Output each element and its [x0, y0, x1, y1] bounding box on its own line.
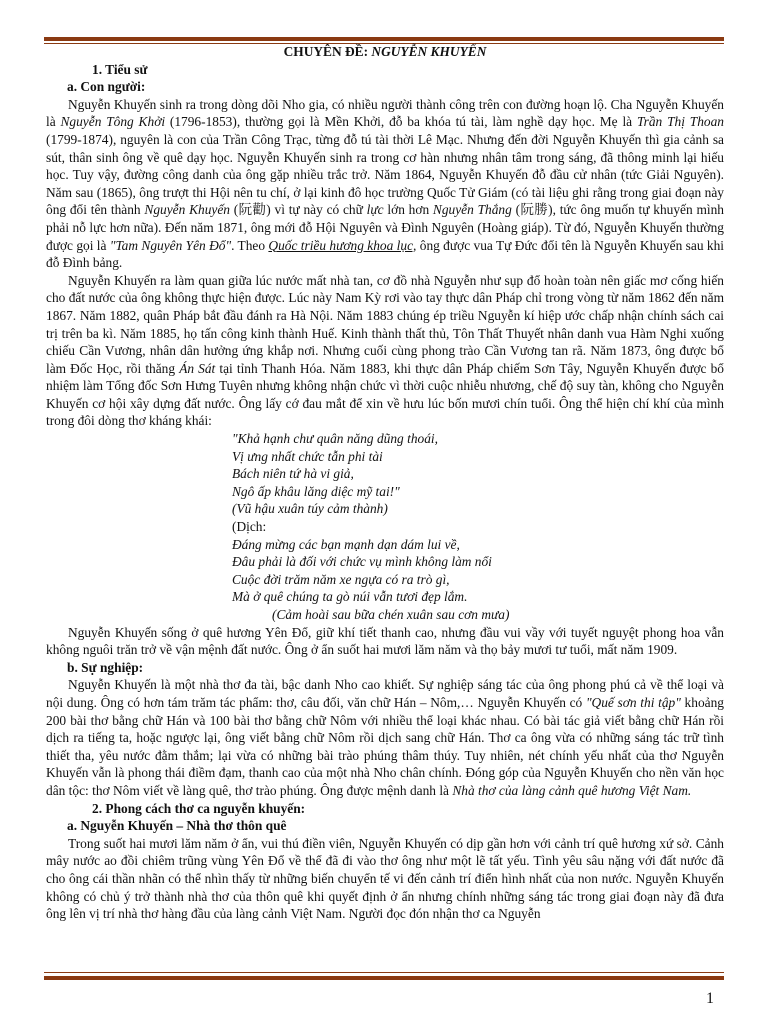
- bottom-border-thick: [44, 976, 724, 980]
- poem-line: Bách niên tứ hà vi giả,: [232, 466, 354, 482]
- translation-source: (Cảm hoài sau bữa chén xuân sau cơn mưa): [272, 607, 510, 622]
- translation-line: Mà ở quê chúng ta gò núi vẫn tươi đẹp lắm.: [232, 589, 468, 605]
- document-body: [46, 43, 724, 923]
- page-number: 1: [706, 990, 714, 1007]
- poem-line: Vị ưng nhất chức tẫn phi tài: [232, 448, 383, 464]
- paragraph-5: Trong suốt hai mươi lăm năm ở ẩn, vui thú điền viên, Nguyễn Khuyến có dịp gần hơn với cảnh trí quê hương xứ sở. Cảnh mây nước ao đồi chiêm trũng vùng Yên Đổ về thể đã đi vào thơ ông như một lẽ tất yếu. Tình yêu sâu nặng với đất nước đã cho ông cái thần nhãn có thể nhìn thấy từ những biến chuyển tế vi đến cảnh trí điển hình nhất của non nước. Nguyễn Khuyến không có chủ ý trở thành nhà thơ của thôn quê khi quyết định ở ẩn nhưng chính những sáng tác trong giai đoạn này đã đưa ông lên vị trí nhà thơ hàng đầu của làng cảnh Việt Nam. Người đọc đón nhận thơ ca Nguyễn: [46, 835, 724, 922]
- paragraph-1: Nguyễn Khuyến sinh ra trong dòng dõi Nho gia, có nhiều người thành công trên con đường hoạn lộ. Cha Nguyễn Khuyến là Nguyễn Tông Khởi (1796-1853), thường gọi là Mền Khởi, đỗ ba khóa tú tài, làm nghề dạy học. Mẹ là Trần Thị Thoan (1799-1874), nguyên là con của Trần Công Trạc, từng đỗ tú tài thời Lê Mạc. Nhưng đến đời Nguyễn Khuyến thì gia cảnh sa sút, thân sinh ông về quê dạy học. Nguyễn Khuyến sinh ra trong cơ hàn nhưng nhân tâm trong sáng, đã thông minh lại hiếu học. Tuy vậy, đường công danh của ông gặp nhiều trắc trở. Năm 1864, Nguyễn Khuyến đỗ đầu cử nhân (tức Giải Nguyên). Năm sau (1865), ông trượt thi Hội nên tu chí, ở lại kinh đô học trường Quốc Tử Giám (có tài liệu ghi rằng trong giai đoạn này ông đổi tên thành Nguyễn Khuyến (阮勸) vì tự này có chữ lực lớn hơn Nguyễn Thắng (阮勝), tức ông muốn tự khuyến mình phải nỗ lực hơn nữa). Đến năm 1871, ông mới đỗ Hội Nguyên và Đình Nguyên (Hoàng giáp). Từ đó, Nguyễn Khuyến thường được gọi là "Tam Nguyên Yên Đổ". Theo Quốc triều hương khoa lục, ông được vua Tự Đức đổi tên là Nguyễn Khuyến sau khi đỗ Đình bảng.: [46, 96, 724, 271]
- poem-line: Ngô ấp khâu lăng diệc mỹ tai!": [232, 483, 400, 499]
- title-name: NGUYỄN KHUYẾN: [371, 44, 487, 59]
- bottom-border-thin: [44, 972, 724, 973]
- section-2a-heading: a. Nguyễn Khuyến – Nhà thơ thôn quê: [67, 818, 287, 834]
- poem-block: [46, 430, 724, 624]
- paragraph-3: Nguyễn Khuyến sống ở quê hương Yên Đổ, giữ khí tiết thanh cao, nhưng đầu vui vầy với tuyết nguyệt phong hoa vẫn không nguôi trăn trở về vận mệnh đất nước. Ông ở ẩn suốt hai mươi lăm năm và thọ bảy mươi tư tuổi, mất năm 1909.: [46, 624, 724, 658]
- top-border-thick: [44, 37, 724, 41]
- translation-line: Cuộc đời trăm năm xe ngựa có ra trò gì,: [232, 571, 450, 587]
- paragraph-2: Nguyễn Khuyến ra làm quan giữa lúc nước mất nhà tan, cơ đồ nhà Nguyễn như sụp đổ hoàn toàn nên giấc mơ cống hiến cho đất nước của ông không thực hiện được. Lúc này Nam Kỳ rơi vào tay thực dân Pháp chỉ trong vòng từ năm 1862 đến năm 1867. Năm 1882, quân Pháp bắt đầu đánh ra Hà Nội. Năm 1883 chúng ép triều Nguyễn kí hiệp ước chấp nhận chính sách cai trị trên ba kì. Năm 1885, họ tấn công kinh thành Huế. Kinh thành thất thủ, Tôn Thất Thuyết nhân danh vua Hàm Nghi xuống chiếu Cần Vương, nhân dân hưởng ứng khắp nơi. Nhưng cuối cùng phong trào Cần Vương tan rã. Năm 1873, ông được bổ làm Đốc Học, rồi thăng Án Sát tại tỉnh Thanh Hóa. Năm 1883, khi thực dân Pháp chiếm Sơn Tây, Nguyễn Khuyến được bổ nhiệm làm Tổng đốc Sơn Hưng Tuyên nhưng không nhận chức vì thời cuộc nhiễu nhương, chế độ suy tàn, không cho Nguyễn Khuyến cơ hội xây dựng đất nước. Ông lấy cớ đau mắt để xin về hưu lúc bốn mươi chín tuổi. Ông thể hiện chí khí của mình trong đôi dòng thơ kháng khái:: [46, 272, 724, 429]
- title-prefix: CHUYÊN ĐỀ:: [283, 44, 372, 59]
- poem-source: (Vũ hậu xuân túy cảm thành): [232, 501, 388, 517]
- section-1b-heading: b. Sự nghiệp:: [67, 659, 144, 675]
- paragraph-4: Nguyễn Khuyến là một nhà thơ đa tài, bậc danh Nho cao khiết. Sự nghiệp sáng tác của ông phong phú cả về thể loại và nội dung. Ông có hơn tám trăm tác phẩm: thơ, câu đối, văn chữ Hán – Nôm,… Nguyễn Khuyến có "Quế sơn thi tập" khoảng 200 bài thơ bằng chữ Hán và 100 bài thơ bằng chữ Nôm với nhiều thể loại khác nhau. Có bài tác giả viết bằng chữ Hán rồi dịch ra tiếng ta, hoặc ngược lại, ông viết bằng chữ Nôm rồi dịch sang chữ Hán. Thơ ca ông vừa có những sáng tác trữ tình thiết tha, yêu nước đằm thắm; lại vừa có những bài trào phúng thâm thúy. Tuy nhiên, nét chính yếu nhất của thơ Nguyễn Khuyến vẫn là phong thái điềm đạm, thanh cao của một nhà Nho chân chính. Đóng góp của Nguyễn Khuyến cho nền văn học dân tộc: thơ Nôm viết về làng quê, thơ trào phúng. Ông được mệnh danh là Nhà thơ của làng cảnh quê hương Việt Nam.: [46, 677, 724, 798]
- section-2-heading: 2. Phong cách thơ ca nguyễn khuyến:: [92, 800, 306, 816]
- page-title: [46, 43, 724, 61]
- translation-line: Đâu phải là đối với chức vụ mình không làm nổi: [232, 554, 492, 570]
- translation-label: (Dịch:: [232, 519, 267, 535]
- section-1-heading: 1. Tiểu sử: [92, 61, 148, 77]
- poem-line: "Khả hạnh chư quân năng dũng thoái,: [232, 431, 438, 447]
- section-1a-heading: a. Con người:: [67, 79, 146, 95]
- translation-line: Đáng mừng các bạn mạnh dạn dám lui về,: [232, 536, 460, 552]
